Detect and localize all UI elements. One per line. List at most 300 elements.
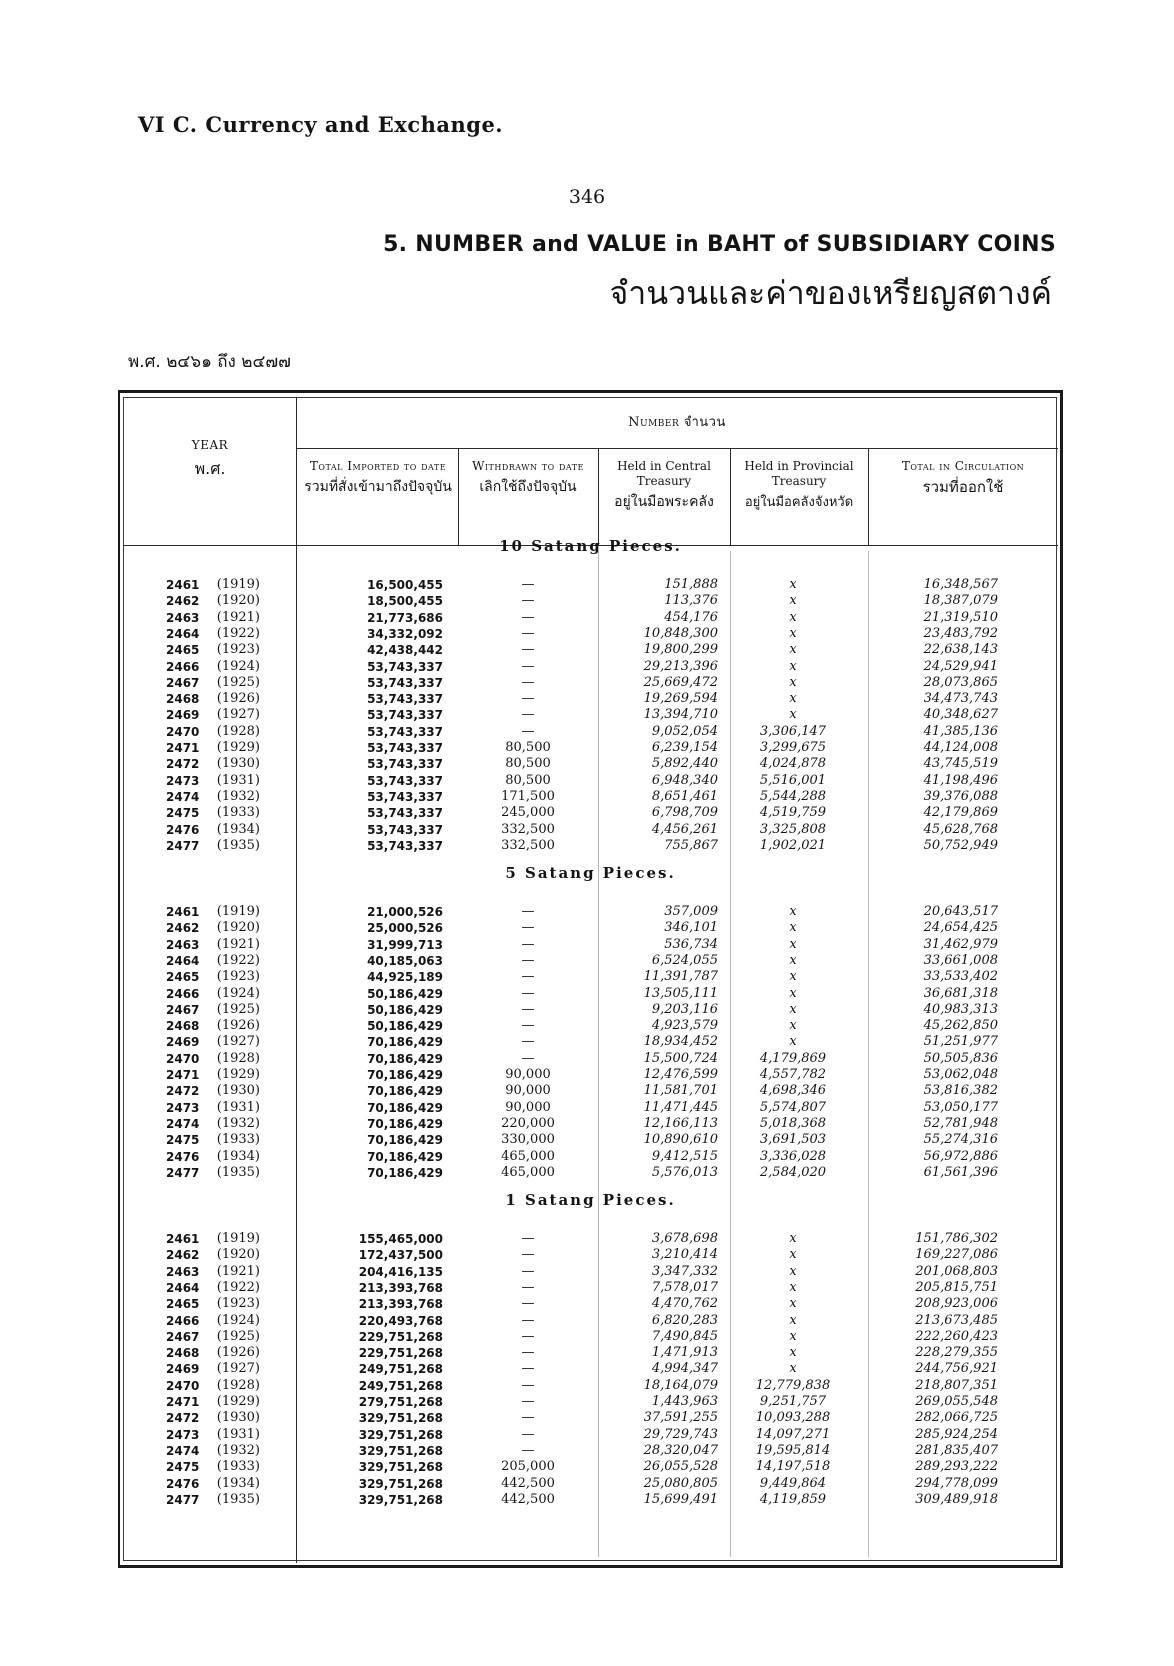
central-treasury-cell: 7,578,017 [651, 1279, 718, 1295]
year-ad-cell: (1931) [216, 1099, 260, 1115]
central-treasury-cell: 11,471,445 [643, 1099, 718, 1115]
withdrawn-cell: 171,500 [501, 788, 555, 804]
central-treasury-cell: 6,524,055 [651, 952, 718, 968]
table-title-english: 5. NUMBER and VALUE in BAHT of SUBSIDIARY COINS [383, 232, 1056, 257]
withdrawn-cell: — [521, 658, 535, 674]
circulation-cell: 208,923,006 [915, 1296, 998, 1312]
withdrawn-cell: 80,500 [505, 772, 551, 788]
header-divider-2 [598, 448, 599, 545]
circulation-header [870, 459, 1056, 495]
withdrawn-cell: — [521, 625, 535, 641]
imported-cell: 220,493,768 [358, 1313, 443, 1328]
year-be-cell: 2472 [166, 1411, 200, 1426]
page-number: 346 [568, 186, 606, 208]
central-treasury-cell: 11,581,701 [643, 1083, 718, 1099]
circulation-cell: 39,376,088 [923, 788, 998, 804]
provincial-treasury-cell: x [789, 920, 797, 936]
imported-cell: 50,186,429 [367, 986, 443, 1001]
central-treasury-cell: 18,164,079 [643, 1377, 718, 1393]
central-header-en: Held in Central Treasury [617, 459, 711, 488]
central-treasury-cell: 12,166,113 [643, 1115, 718, 1131]
year-be-cell: 2477 [166, 1165, 200, 1180]
central-treasury-cell: 13,394,710 [643, 707, 718, 723]
year-ad-cell: (1925) [216, 1328, 260, 1344]
year-be-cell: 2473 [166, 773, 200, 788]
table-row [118, 675, 1063, 691]
table-row [118, 969, 1063, 985]
provincial-treasury-cell: 1,902,021 [759, 837, 827, 853]
year-ad-cell: (1923) [216, 1296, 260, 1312]
imported-cell: 329,751,268 [358, 1443, 443, 1458]
imported-cell: 53,743,337 [367, 822, 443, 837]
circulation-cell: 21,319,510 [923, 609, 998, 625]
withdrawn-cell: 90,000 [505, 1067, 551, 1082]
central-treasury-cell: 357,009 [664, 904, 718, 919]
table-row [118, 838, 1063, 854]
imported-cell: 70,186,429 [367, 1165, 443, 1180]
provincial-header-en: Held in Provincial Treasury [744, 459, 854, 488]
withdrawn-cell: 80,500 [505, 740, 551, 755]
year-be-cell: 2475 [166, 806, 200, 821]
provincial-treasury-cell: 9,251,757 [759, 1394, 827, 1409]
provincial-treasury-cell: 9,449,864 [759, 1475, 827, 1491]
central-treasury-cell: 4,470,762 [651, 1296, 718, 1312]
circulation-cell: 45,628,768 [923, 821, 998, 837]
year-be-cell: 2472 [166, 1084, 200, 1099]
imported-cell: 50,186,429 [367, 1019, 443, 1034]
year-be-cell: 2469 [166, 708, 200, 723]
table-row [118, 1231, 1063, 1247]
imported-cell: 70,186,429 [367, 1133, 443, 1148]
year-be-cell: 2476 [166, 1476, 200, 1491]
table-row [118, 1165, 1063, 1181]
withdrawn-cell: 465,000 [501, 1164, 555, 1180]
year-ad-cell: (1930) [216, 1083, 260, 1099]
table-row [118, 1002, 1063, 1018]
central-treasury-cell: 346,101 [664, 920, 718, 936]
circulation-cell: 43,745,519 [923, 756, 998, 772]
imported-cell: 172,437,500 [358, 1248, 443, 1263]
provincial-treasury-cell: x [789, 1279, 797, 1295]
year-header [130, 438, 290, 476]
table-row [118, 822, 1063, 838]
circulation-cell: 18,387,079 [923, 593, 998, 609]
year-be-cell: 2464 [166, 626, 200, 641]
provincial-treasury-cell: x [789, 1345, 797, 1361]
provincial-treasury-cell: x [789, 1018, 797, 1034]
year-ad-cell: (1923) [216, 642, 260, 658]
central-treasury-cell: 10,848,300 [643, 625, 718, 641]
withdrawn-cell: 332,500 [501, 837, 555, 853]
imported-cell: 329,751,268 [358, 1492, 443, 1507]
provincial-treasury-cell: 3,336,028 [759, 1148, 827, 1164]
circulation-cell: 151,786,302 [915, 1231, 998, 1246]
year-ad-cell: (1922) [216, 1279, 260, 1295]
table-row [118, 1100, 1063, 1116]
withdrawn-cell: — [521, 1296, 535, 1312]
year-be-cell: 2463 [166, 937, 200, 952]
section-heading: VI C. Currency and Exchange. [138, 112, 504, 137]
circulation-cell: 55,274,316 [923, 1132, 998, 1148]
withdrawn-cell: 80,500 [505, 756, 551, 772]
provincial-treasury-cell: x [789, 625, 797, 641]
circulation-cell: 20,643,517 [923, 904, 998, 919]
year-ad-cell: (1932) [216, 1115, 260, 1131]
year-be-cell: 2471 [166, 1068, 200, 1082]
year-be-cell: 2467 [166, 675, 200, 690]
year-ad-cell: (1932) [216, 1442, 260, 1458]
table-row [118, 1264, 1063, 1280]
withdrawn-cell: 465,000 [501, 1148, 555, 1164]
table-row [118, 1492, 1063, 1508]
table-row [118, 1410, 1063, 1426]
imported-cell: 53,743,337 [367, 806, 443, 821]
imported-cell: 249,751,268 [358, 1362, 443, 1377]
central-treasury-cell: 755,867 [664, 837, 718, 853]
circulation-cell: 41,385,136 [923, 723, 998, 739]
provincial-treasury-cell: 14,097,271 [755, 1426, 831, 1442]
year-ad-cell: (1919) [216, 904, 260, 919]
circulation-cell: 218,807,351 [915, 1377, 998, 1393]
table-row [118, 1459, 1063, 1475]
year-be-cell: 2469 [166, 1035, 200, 1050]
year-be-cell: 2466 [166, 1313, 200, 1328]
year-ad-cell: (1927) [216, 1034, 260, 1050]
imported-cell: 53,743,337 [367, 692, 443, 707]
imported-cell: 53,743,337 [367, 724, 443, 739]
year-ad-cell: (1922) [216, 952, 260, 968]
imported-cell: 70,186,429 [367, 1035, 443, 1050]
table-row [118, 1280, 1063, 1296]
imported-cell: 249,751,268 [358, 1378, 443, 1393]
year-ad-cell: (1929) [216, 1394, 260, 1409]
header-divider-1 [458, 448, 459, 545]
withdrawn-cell: — [521, 936, 535, 952]
imported-cell: 229,751,268 [358, 1346, 443, 1361]
table-row [118, 953, 1063, 969]
withdrawn-cell: — [521, 952, 535, 968]
provincial-treasury-cell: x [789, 936, 797, 952]
circulation-cell: 205,815,751 [915, 1279, 998, 1295]
header-divider-4 [868, 448, 869, 545]
provincial-treasury-cell: x [789, 691, 797, 707]
withdrawn-cell: — [521, 1426, 535, 1442]
provincial-treasury-cell: 5,018,368 [759, 1115, 827, 1131]
central-treasury-cell: 10,890,610 [643, 1132, 718, 1148]
central-treasury-cell: 1,443,963 [651, 1394, 718, 1409]
section-title: 5 Satang Pieces. [505, 864, 676, 882]
year-ad-cell: (1932) [216, 788, 260, 804]
year-ad-cell: (1925) [216, 1001, 260, 1017]
table-row [118, 1394, 1063, 1410]
year-ad-cell: (1920) [216, 593, 260, 609]
withdrawn-header-th: เลิกใช้ถึงปัจจุบัน [479, 479, 577, 495]
year-range-thai: พ.ศ. ๒๔๖๑ ถึง ๒๔๗๗ [128, 352, 291, 372]
circulation-cell: 228,279,355 [915, 1345, 998, 1361]
provincial-treasury-cell: x [789, 593, 797, 609]
circulation-cell: 44,124,008 [923, 740, 998, 755]
withdrawn-header-en: Withdrawn to date [472, 459, 584, 473]
central-treasury-cell: 536,734 [664, 936, 718, 952]
provincial-treasury-cell: 4,698,346 [759, 1083, 827, 1099]
section-title: 1 Satang Pieces. [505, 1191, 676, 1209]
circulation-cell: 281,835,407 [915, 1442, 998, 1458]
year-be-cell: 2464 [166, 1280, 200, 1295]
circulation-cell: 56,972,886 [923, 1148, 998, 1164]
year-ad-cell: (1929) [216, 740, 260, 755]
year-ad-cell: (1926) [216, 1018, 260, 1034]
circulation-cell: 16,348,567 [923, 577, 998, 592]
header-divider-3 [730, 448, 731, 545]
withdrawn-cell: — [521, 1279, 535, 1295]
table-row [118, 626, 1063, 642]
central-treasury-cell: 13,505,111 [643, 985, 718, 1001]
year-ad-cell: (1931) [216, 1426, 260, 1442]
table-row [118, 642, 1063, 658]
year-be-cell: 2467 [166, 1002, 200, 1017]
withdrawn-cell: — [521, 1442, 535, 1458]
table-row [118, 1067, 1063, 1083]
circulation-cell: 41,198,496 [923, 772, 998, 788]
circulation-cell: 244,756,921 [915, 1361, 998, 1377]
table-row [118, 1313, 1063, 1329]
year-be-cell: 2463 [166, 1264, 200, 1279]
table-row [118, 773, 1063, 789]
year-be-cell: 2468 [166, 1346, 200, 1361]
year-header-en: YEAR [191, 438, 229, 452]
circulation-header-en: Total in Circulation [901, 459, 1025, 473]
withdrawn-cell: — [521, 1263, 535, 1279]
circulation-cell: 33,661,008 [923, 952, 998, 968]
provincial-treasury-cell: x [789, 1247, 797, 1263]
central-treasury-cell: 18,934,452 [643, 1034, 718, 1050]
central-treasury-cell: 9,052,054 [651, 723, 718, 739]
provincial-treasury-cell: x [789, 674, 797, 690]
year-be-cell: 2466 [166, 986, 200, 1001]
withdrawn-cell: — [521, 593, 535, 609]
circulation-cell: 269,055,548 [915, 1394, 998, 1409]
table-row [118, 707, 1063, 723]
year-be-cell: 2462 [166, 921, 200, 936]
imported-cell: 329,751,268 [358, 1460, 443, 1475]
year-be-cell: 2472 [166, 757, 200, 772]
table-row [118, 1443, 1063, 1459]
year-be-cell: 2463 [166, 610, 200, 625]
year-ad-cell: (1927) [216, 1361, 260, 1377]
imported-cell: 53,743,337 [367, 659, 443, 674]
withdrawn-cell: — [521, 577, 535, 592]
provincial-treasury-cell: 4,179,869 [759, 1050, 827, 1066]
circulation-cell: 33,533,402 [923, 969, 998, 985]
provincial-treasury-cell: 5,544,288 [759, 788, 827, 804]
central-treasury-cell: 25,669,472 [643, 674, 718, 690]
provincial-treasury-cell: x [789, 577, 797, 592]
provincial-treasury-cell: 19,595,814 [755, 1442, 831, 1458]
year-be-cell: 2477 [166, 1492, 200, 1507]
withdrawn-cell: — [521, 1001, 535, 1017]
withdrawn-cell: 220,000 [501, 1115, 555, 1131]
year-ad-cell: (1924) [216, 985, 260, 1001]
withdrawn-cell: — [521, 1247, 535, 1263]
provincial-header-th: อยู่ในมือคลังจังหวัด [744, 495, 854, 510]
imported-cell: 70,186,429 [367, 1084, 443, 1099]
provincial-treasury-cell: x [789, 1361, 797, 1377]
circulation-cell: 31,462,979 [923, 936, 998, 952]
central-header [600, 459, 728, 510]
year-be-cell: 2470 [166, 724, 200, 739]
provincial-treasury-cell: 4,519,759 [759, 805, 827, 821]
circulation-header-th: รวมที่ออกใช้ [922, 478, 1004, 496]
year-be-cell: 2461 [166, 1232, 200, 1246]
year-be-cell: 2473 [166, 1427, 200, 1442]
imported-cell: 70,186,429 [367, 1068, 443, 1082]
central-treasury-cell: 454,176 [664, 609, 718, 625]
withdrawn-cell: — [521, 1050, 535, 1066]
imported-cell: 70,186,429 [367, 1116, 443, 1131]
table-row [118, 920, 1063, 936]
circulation-cell: 24,654,425 [923, 920, 998, 936]
table-row [118, 1427, 1063, 1443]
imported-cell: 53,743,337 [367, 708, 443, 723]
provincial-treasury-cell: x [789, 1034, 797, 1050]
central-treasury-cell: 6,798,709 [651, 805, 718, 821]
year-ad-cell: (1922) [216, 625, 260, 641]
year-be-cell: 2476 [166, 1149, 200, 1164]
table-row [118, 659, 1063, 675]
table-row [118, 740, 1063, 756]
circulation-cell: 169,227,086 [915, 1247, 998, 1263]
provincial-treasury-cell: x [789, 1312, 797, 1328]
section-title: 10 Satang Pieces. [499, 537, 682, 555]
year-ad-cell: (1935) [216, 1164, 260, 1180]
central-treasury-cell: 6,820,283 [651, 1312, 718, 1328]
year-ad-cell: (1925) [216, 674, 260, 690]
provincial-treasury-cell: 5,574,807 [759, 1099, 827, 1115]
provincial-treasury-cell: x [789, 1263, 797, 1279]
year-ad-cell: (1929) [216, 1067, 260, 1082]
table-row [118, 1018, 1063, 1034]
year-header-th: พ.ศ. [194, 459, 226, 478]
year-ad-cell: (1930) [216, 756, 260, 772]
circulation-cell: 36,681,318 [923, 985, 998, 1001]
withdrawn-cell: — [521, 642, 535, 658]
provincial-treasury-cell: 3,325,808 [759, 821, 827, 837]
imported-header-th: รวมที่สั่งเข้ามาถึงปัจจุบัน [304, 479, 452, 495]
year-be-cell: 2467 [166, 1329, 200, 1344]
circulation-cell: 52,781,948 [923, 1115, 998, 1131]
withdrawn-cell: — [521, 1034, 535, 1050]
imported-cell: 16,500,455 [367, 578, 443, 592]
provincial-treasury-cell: 5,516,001 [759, 772, 827, 788]
provincial-treasury-cell: x [789, 609, 797, 625]
circulation-cell: 309,489,918 [915, 1491, 998, 1507]
withdrawn-cell: — [521, 1345, 535, 1361]
year-ad-cell: (1935) [216, 1491, 260, 1507]
table-row [118, 691, 1063, 707]
year-be-cell: 2465 [166, 970, 200, 985]
imported-cell: 329,751,268 [358, 1427, 443, 1442]
circulation-cell: 51,251,977 [923, 1034, 998, 1050]
year-ad-cell: (1924) [216, 658, 260, 674]
group-header-rule [296, 448, 1058, 449]
central-treasury-cell: 37,591,255 [643, 1410, 718, 1426]
imported-cell: 18,500,455 [367, 594, 443, 609]
central-treasury-cell: 15,699,491 [643, 1491, 718, 1507]
withdrawn-cell: 90,000 [505, 1083, 551, 1099]
imported-cell: 25,000,526 [367, 921, 443, 936]
withdrawn-cell: — [521, 920, 535, 936]
year-be-cell: 2474 [166, 789, 200, 804]
imported-cell: 229,751,268 [358, 1329, 443, 1344]
withdrawn-cell: — [521, 1377, 535, 1393]
table-row [118, 1116, 1063, 1132]
circulation-cell: 294,778,099 [915, 1475, 998, 1491]
imported-cell: 44,925,189 [367, 970, 443, 985]
central-treasury-cell: 25,080,805 [643, 1475, 718, 1491]
central-treasury-cell: 113,376 [664, 593, 718, 609]
circulation-cell: 22,638,143 [923, 642, 998, 658]
year-ad-cell: (1921) [216, 609, 260, 625]
provincial-treasury-cell: x [789, 658, 797, 674]
central-treasury-cell: 26,055,528 [643, 1459, 718, 1475]
provincial-treasury-cell: x [789, 707, 797, 723]
withdrawn-cell: — [521, 707, 535, 723]
year-ad-cell: (1931) [216, 772, 260, 788]
central-treasury-cell: 3,347,332 [651, 1263, 718, 1279]
imported-cell: 53,743,337 [367, 838, 443, 853]
withdrawn-cell: 442,500 [501, 1475, 555, 1491]
circulation-cell: 53,050,177 [923, 1099, 998, 1115]
year-ad-cell: (1923) [216, 969, 260, 985]
circulation-cell: 282,066,725 [915, 1410, 998, 1426]
imported-cell: 204,416,135 [358, 1264, 443, 1279]
table-title-thai: จำนวนและค่าของเหรียญสตางค์ [609, 274, 1052, 312]
table-row [118, 1476, 1063, 1492]
central-treasury-cell: 4,456,261 [651, 821, 718, 837]
table-row [118, 1361, 1063, 1377]
central-treasury-cell: 4,923,579 [651, 1018, 718, 1034]
table-row [118, 789, 1063, 805]
provincial-treasury-cell: 4,557,782 [759, 1067, 827, 1082]
imported-cell: 21,773,686 [367, 610, 443, 625]
circulation-cell: 53,816,382 [923, 1083, 998, 1099]
year-ad-cell: (1933) [216, 1132, 260, 1148]
year-ad-cell: (1926) [216, 1345, 260, 1361]
withdrawn-cell: 90,000 [505, 1099, 551, 1115]
central-treasury-cell: 29,213,396 [643, 658, 718, 674]
provincial-treasury-cell: x [789, 904, 797, 919]
year-be-cell: 2476 [166, 822, 200, 837]
imported-cell: 213,393,768 [358, 1297, 443, 1312]
table-row [118, 724, 1063, 740]
circulation-cell: 285,924,254 [915, 1426, 998, 1442]
central-treasury-cell: 19,800,299 [643, 642, 718, 658]
imported-cell: 21,000,526 [367, 905, 443, 919]
provincial-treasury-cell: 4,119,859 [759, 1491, 827, 1507]
table-row [118, 577, 1063, 593]
year-ad-cell: (1934) [216, 1475, 260, 1491]
withdrawn-cell: — [521, 1328, 535, 1344]
table-row [118, 756, 1063, 772]
year-be-cell: 2471 [166, 1395, 200, 1409]
year-ad-cell: (1928) [216, 1050, 260, 1066]
table-row [118, 1034, 1063, 1050]
withdrawn-cell: — [521, 1231, 535, 1246]
circulation-cell: 34,473,743 [923, 691, 998, 707]
year-ad-cell: (1934) [216, 1148, 260, 1164]
year-be-cell: 2464 [166, 953, 200, 968]
year-be-cell: 2471 [166, 741, 200, 755]
